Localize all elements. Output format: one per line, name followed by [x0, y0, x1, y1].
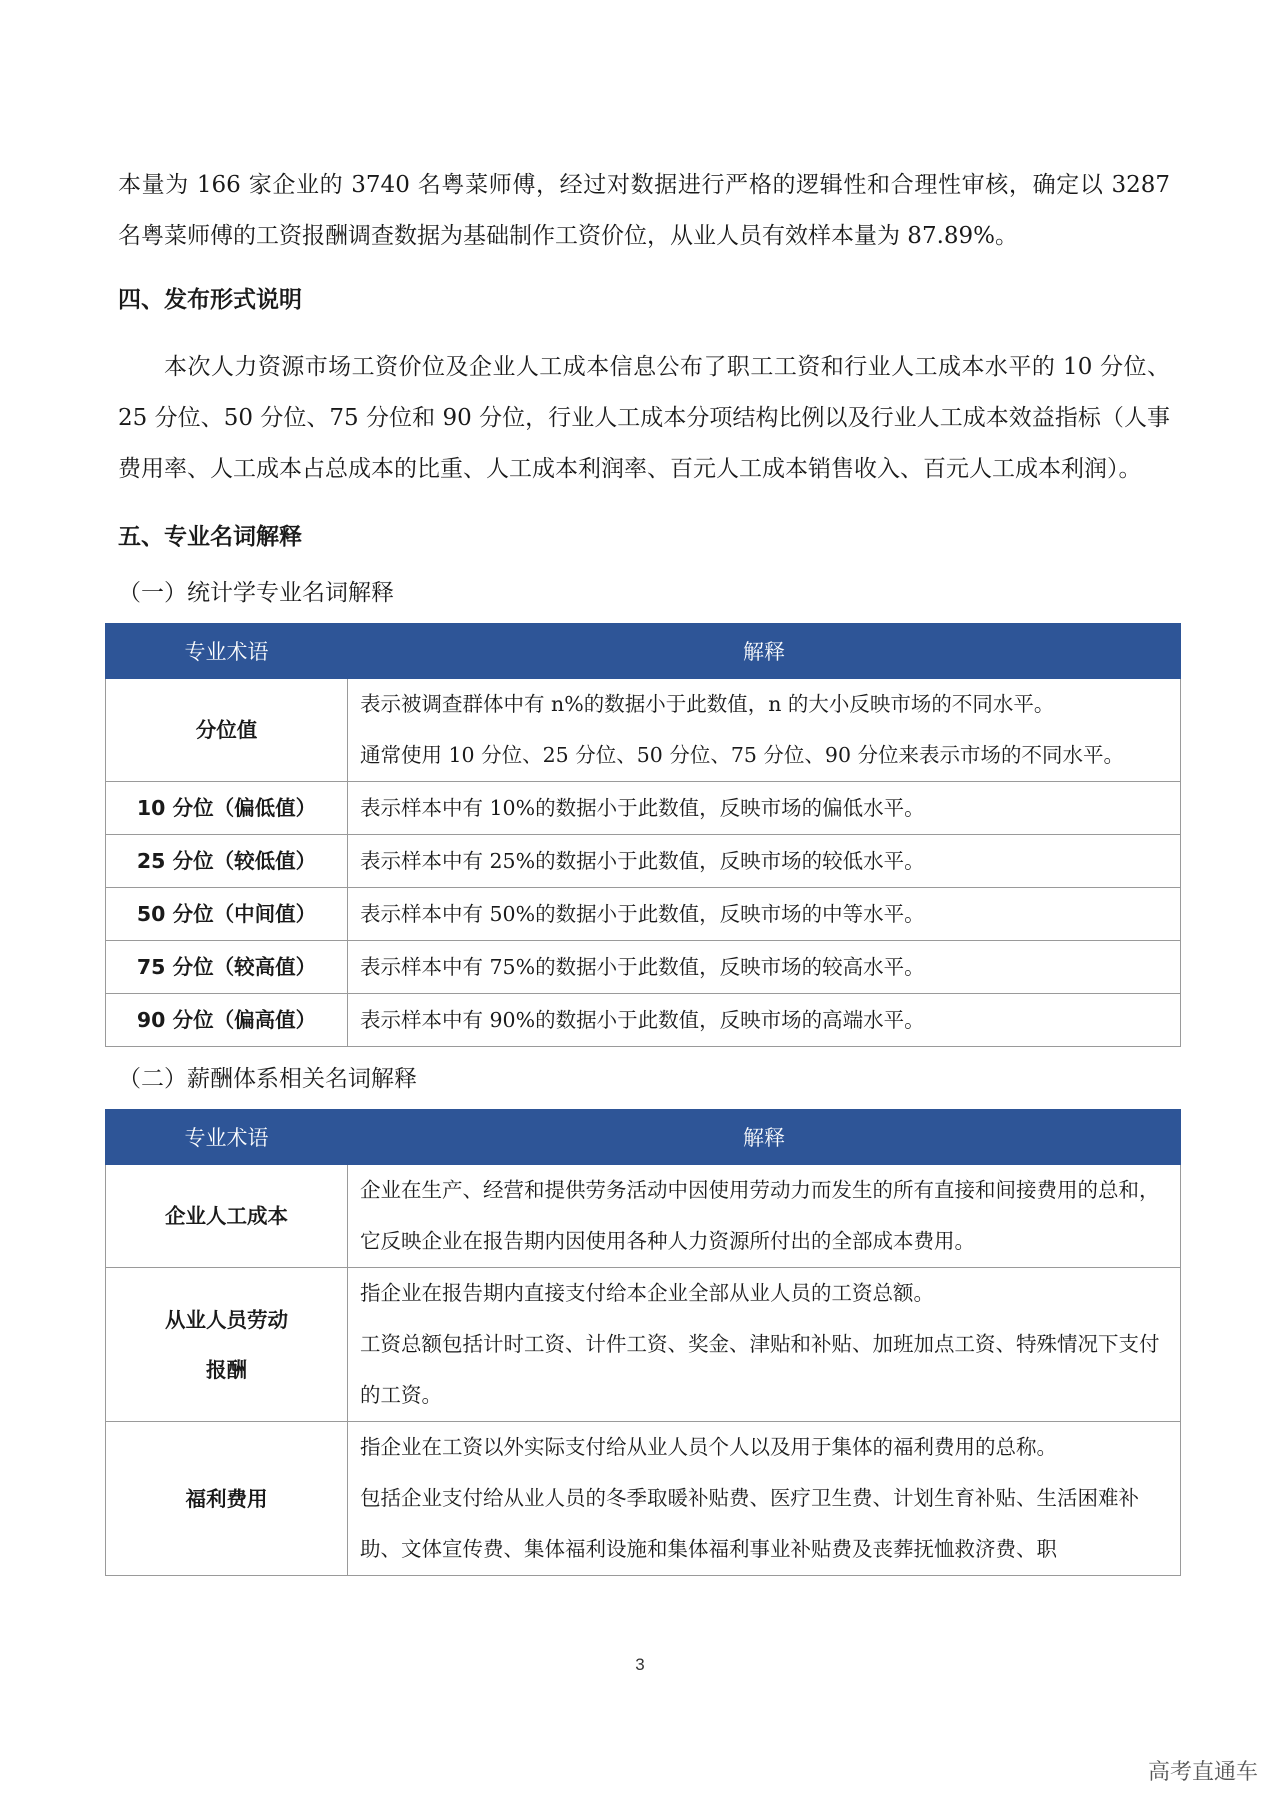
term-cell: 10 分位（偏低值）	[106, 782, 348, 835]
term-cell: 75 分位（较高值）	[106, 941, 348, 994]
explanation-line: 表示样本中有 75%的数据小于此数值，反映市场的较高水平。	[360, 954, 925, 979]
explanation-line: 指企业在工资以外实际支付给从业人员个人以及用于集体的福利费用的总称。	[360, 1435, 1057, 1459]
page-number: 3	[635, 1655, 645, 1674]
term-line: 从业人员劳动	[165, 1307, 288, 1332]
term-cell	[106, 1422, 348, 1576]
table-header-row	[106, 1110, 1181, 1165]
term-cell: 25 分位（较低值）	[106, 835, 348, 888]
explanation-line: 工资总额包括计时工资、计件工资、奖金、津贴和补贴、加班加点工资、特殊情况下支付的工资。	[360, 1332, 1160, 1407]
header-explanation: 解释	[348, 1110, 1181, 1165]
explanation-line: 包括企业支付给从业人员的冬季取暖补贴费、医疗卫生费、计划生育补贴、生活困难补助、文体宣传费、集体福利设施和集体福利事业补贴费及丧葬抚恤救济费、职	[360, 1486, 1139, 1561]
section-4-body: 本次人力资源市场工资价位及企业人工成本信息公布了职工工资和行业人工成本水平的 10 分位、25 分位、50 分位、75 分位和 90 分位，行业人工成本分项结构比例以及行业人工成本效益指标（人事费用率、人工成本占总成本的比重、人工成本利润率、百元人工成本销售收入、百元人工成本利润）。	[118, 354, 1170, 482]
explanation-line: 表示被调查群体中有 n%的数据小于此数值，n 的大小反映市场的不同水平。	[360, 692, 1055, 716]
term-cell: 分位值	[106, 679, 348, 782]
explanation-line: 指企业在报告期内直接支付给本企业全部从业人员的工资总额。	[360, 1281, 934, 1305]
table-row	[106, 1268, 1181, 1422]
intro-paragraph: 本量为 166 家企业的 3740 名粤菜师傅，经过对数据进行严格的逻辑性和合理性审核，确定以 3287 名粤菜师傅的工资报酬调查数据为基础制作工资价位，从业人员有效样本量为 87.89%。	[118, 172, 1170, 249]
explanation-line: 表示样本中有 90%的数据小于此数值，反映市场的高端水平。	[360, 1007, 925, 1032]
term-line: 福利费用	[185, 1486, 268, 1511]
explanation-cell	[348, 1422, 1181, 1576]
header-explanation: 解释	[348, 624, 1181, 679]
table-header-row	[106, 624, 1181, 679]
table-row	[106, 888, 1181, 941]
term-line: 报酬	[206, 1357, 247, 1382]
statistics-terms-table	[105, 623, 1181, 1047]
explanation-line: 表示样本中有 10%的数据小于此数值，反映市场的偏低水平。	[360, 795, 925, 820]
explanation-line: 通常使用 10 分位、25 分位、50 分位、75 分位、90 分位来表示市场的不同水平。	[360, 743, 1125, 767]
table-row	[106, 1422, 1181, 1576]
table-row	[106, 941, 1181, 994]
watermark: 高考直通车	[1147, 1760, 1258, 1785]
section-5-title: 五、专业名词解释	[118, 524, 302, 550]
explanation-cell	[348, 782, 1181, 835]
header-term: 专业术语	[106, 1110, 348, 1165]
compensation-terms-table	[105, 1109, 1181, 1576]
explanation-cell	[348, 679, 1181, 782]
term-cell	[106, 1268, 348, 1422]
explanation-cell	[348, 941, 1181, 994]
explanation-line: 表示样本中有 25%的数据小于此数值，反映市场的较低水平。	[360, 848, 925, 873]
header-term: 专业术语	[106, 624, 348, 679]
explanation-cell	[348, 994, 1181, 1047]
explanation-line: 企业在生产、经营和提供劳务活动中因使用劳动力而发生的所有直接和间接费用的总和，它反映企业在报告期内因使用各种人力资源所付出的全部成本费用。	[360, 1178, 1160, 1253]
table-row	[106, 835, 1181, 888]
section-4-title: 四、发布形式说明	[118, 287, 302, 313]
table-row	[106, 994, 1181, 1047]
term-cell	[106, 1165, 348, 1268]
table-row	[106, 782, 1181, 835]
explanation-cell	[348, 1268, 1181, 1422]
table-row	[106, 1165, 1181, 1268]
explanation-cell	[348, 1165, 1181, 1268]
table-1-caption: （一）统计学专业名词解释	[118, 580, 394, 606]
explanation-cell	[348, 835, 1181, 888]
explanation-cell	[348, 888, 1181, 941]
explanation-line: 表示样本中有 50%的数据小于此数值，反映市场的中等水平。	[360, 901, 925, 926]
document-page	[118, 160, 1170, 1576]
term-line: 企业人工成本	[165, 1204, 288, 1228]
table-row	[106, 679, 1181, 782]
term-cell: 50 分位（中间值）	[106, 888, 348, 941]
table-2-caption: （二）薪酬体系相关名词解释	[118, 1066, 417, 1092]
term-cell: 90 分位（偏高值）	[106, 994, 348, 1047]
